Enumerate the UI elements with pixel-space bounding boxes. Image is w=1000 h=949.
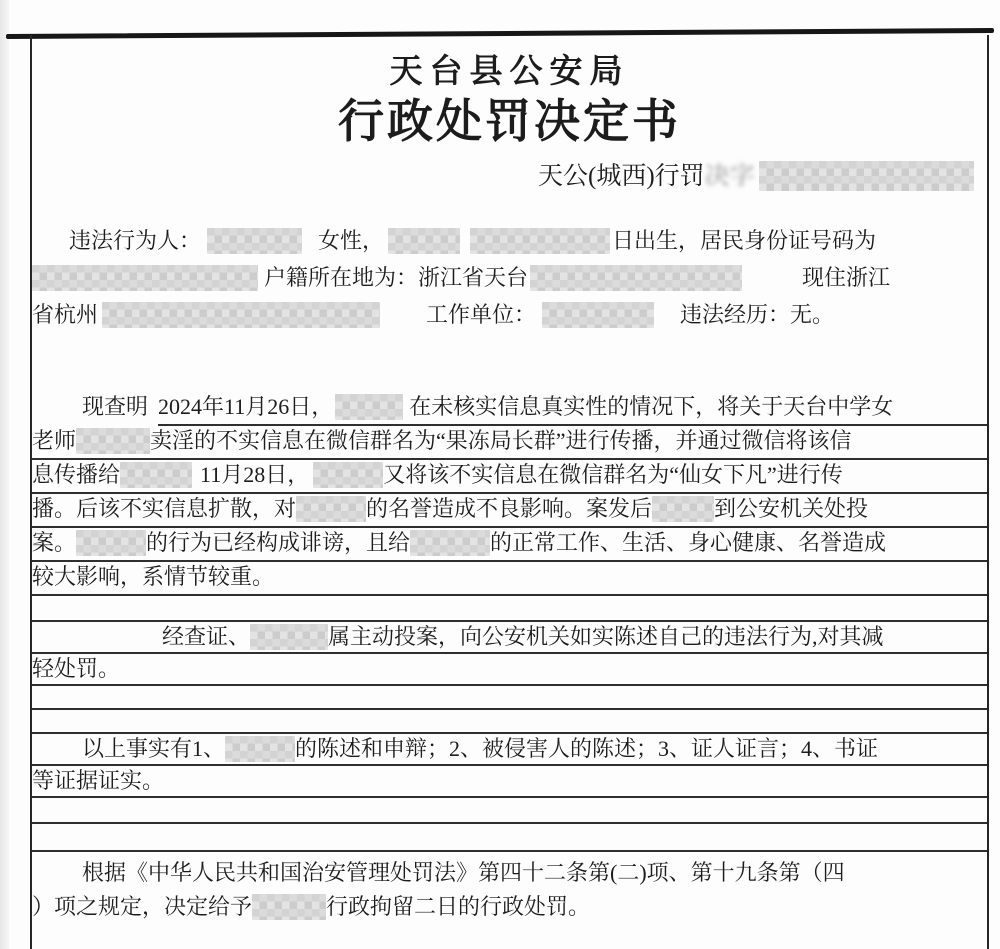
findings-line-filled bbox=[158, 392, 987, 426]
scan-left-shadow bbox=[0, 0, 9, 949]
text-segment: 2024年11月26日， bbox=[158, 394, 334, 419]
document-content bbox=[32, 36, 987, 924]
findings-line bbox=[32, 562, 987, 596]
party-info-section bbox=[32, 222, 987, 333]
text-segment: 在未核实信息真实性的情况下，将关于天台中学女 bbox=[409, 394, 894, 419]
blank-ruled-line bbox=[32, 686, 987, 710]
redaction-block bbox=[388, 228, 460, 254]
redaction-block bbox=[335, 394, 403, 420]
document-number-line bbox=[32, 158, 987, 196]
findings-line bbox=[32, 528, 987, 562]
redaction-block bbox=[252, 894, 326, 920]
findings-line bbox=[32, 426, 987, 460]
text-segment: 省杭州 bbox=[32, 302, 99, 327]
findings-line bbox=[32, 494, 987, 528]
text-segment: 违法经历：无。 bbox=[680, 302, 835, 327]
redaction-block bbox=[652, 496, 714, 522]
redaction-block bbox=[225, 736, 295, 762]
text-segment: 老师 bbox=[32, 428, 77, 453]
text-segment: 违法行为人： bbox=[69, 228, 202, 253]
text-segment: 播。后该不实信息扩散，对 bbox=[32, 496, 297, 521]
text-segment: 工作单位： bbox=[426, 302, 537, 327]
document-frame-right-border bbox=[987, 35, 989, 949]
findings-line bbox=[32, 460, 987, 494]
document-title: 行政处罚决定书 bbox=[338, 96, 681, 147]
text-segment: 行政拘留二日的行政处罚。 bbox=[326, 894, 591, 919]
text-segment: 又将该不实信息在微信群名为“仙女下凡”进行传 bbox=[383, 462, 843, 487]
blank-ruled-line bbox=[32, 824, 987, 852]
blank-ruled-line bbox=[32, 798, 987, 824]
text-segment: 等证据证实。 bbox=[32, 768, 165, 793]
text-segment: 户籍所在地为：浙江省天台 bbox=[264, 265, 529, 290]
text-segment: 较大影响，系情节较重。 bbox=[32, 564, 275, 589]
text-segment: 案。 bbox=[32, 530, 77, 555]
text-segment: 到公安机关处投 bbox=[714, 496, 869, 521]
redaction-block bbox=[76, 428, 150, 454]
party-line bbox=[32, 259, 987, 296]
text-segment: 属主动投案，向公安机关如实陈述自己的违法行为,对其减 bbox=[328, 624, 884, 649]
evidence-line bbox=[32, 734, 987, 766]
evidence-line bbox=[32, 766, 987, 798]
blurred-text: 决字 bbox=[704, 163, 755, 190]
redaction-block bbox=[542, 302, 654, 328]
party-line bbox=[32, 296, 987, 333]
redaction-block bbox=[759, 161, 974, 191]
redaction-block bbox=[207, 228, 302, 254]
text-segment: 根据《中华人民共和国治安管理处罚法》第四十二条第(二)项、第十九条第（四 bbox=[82, 860, 845, 885]
redaction-block bbox=[470, 228, 610, 254]
redaction-block bbox=[32, 265, 258, 291]
text-segment: 卖淫的不实信息在微信群名为“果冻局长群”进行传播，并通过微信将该信 bbox=[150, 428, 852, 453]
blank-ruled-line bbox=[32, 710, 987, 734]
text-segment: 女性， bbox=[318, 228, 385, 253]
investigation-section bbox=[32, 622, 987, 686]
redaction-block bbox=[313, 462, 383, 488]
investigation-line bbox=[32, 622, 987, 654]
decision-line bbox=[32, 856, 987, 890]
text-segment: 经查证、 bbox=[162, 624, 251, 649]
text-segment: 轻处罚。 bbox=[32, 656, 121, 681]
text-segment: 11月28日， bbox=[200, 462, 310, 487]
text-segment: ）项之规定，决定给予 bbox=[32, 894, 253, 919]
investigation-line bbox=[32, 654, 987, 686]
text-segment: 的行为已经构成诽谤，且给 bbox=[146, 530, 411, 555]
findings-label: 现查明 bbox=[82, 394, 149, 419]
evidence-section bbox=[32, 734, 987, 798]
decision-line bbox=[32, 890, 987, 924]
text-segment: 的陈述和申辩；2、被侵害人的陈述；3、证人证言；4、书证 bbox=[295, 736, 879, 761]
text-segment: 以上事实有1、 bbox=[82, 736, 226, 761]
findings-line bbox=[32, 392, 987, 426]
text-segment: 日出生，居民身份证号码为 bbox=[612, 228, 877, 253]
text-segment: 息传播给 bbox=[32, 462, 121, 487]
blank-ruled-line bbox=[32, 596, 987, 622]
agency-name: 天台县公安局 bbox=[389, 54, 630, 90]
decision-section bbox=[32, 856, 987, 924]
text-segment: 的名誉造成不良影响。案发后 bbox=[366, 496, 653, 521]
text-segment: 现住浙江 bbox=[802, 265, 891, 290]
redaction-block bbox=[120, 462, 192, 488]
party-line bbox=[32, 222, 987, 259]
text-segment: 的正常工作、生活、身心健康、名誉造成 bbox=[490, 530, 887, 555]
findings-section bbox=[32, 392, 987, 596]
text-segment: 天公(城西)行罚 bbox=[538, 163, 705, 190]
redaction-block bbox=[250, 624, 328, 650]
redaction-block bbox=[530, 265, 742, 291]
redaction-block bbox=[296, 496, 366, 522]
redaction-block bbox=[76, 530, 146, 556]
redaction-block bbox=[410, 530, 490, 556]
redaction-block bbox=[102, 302, 380, 328]
